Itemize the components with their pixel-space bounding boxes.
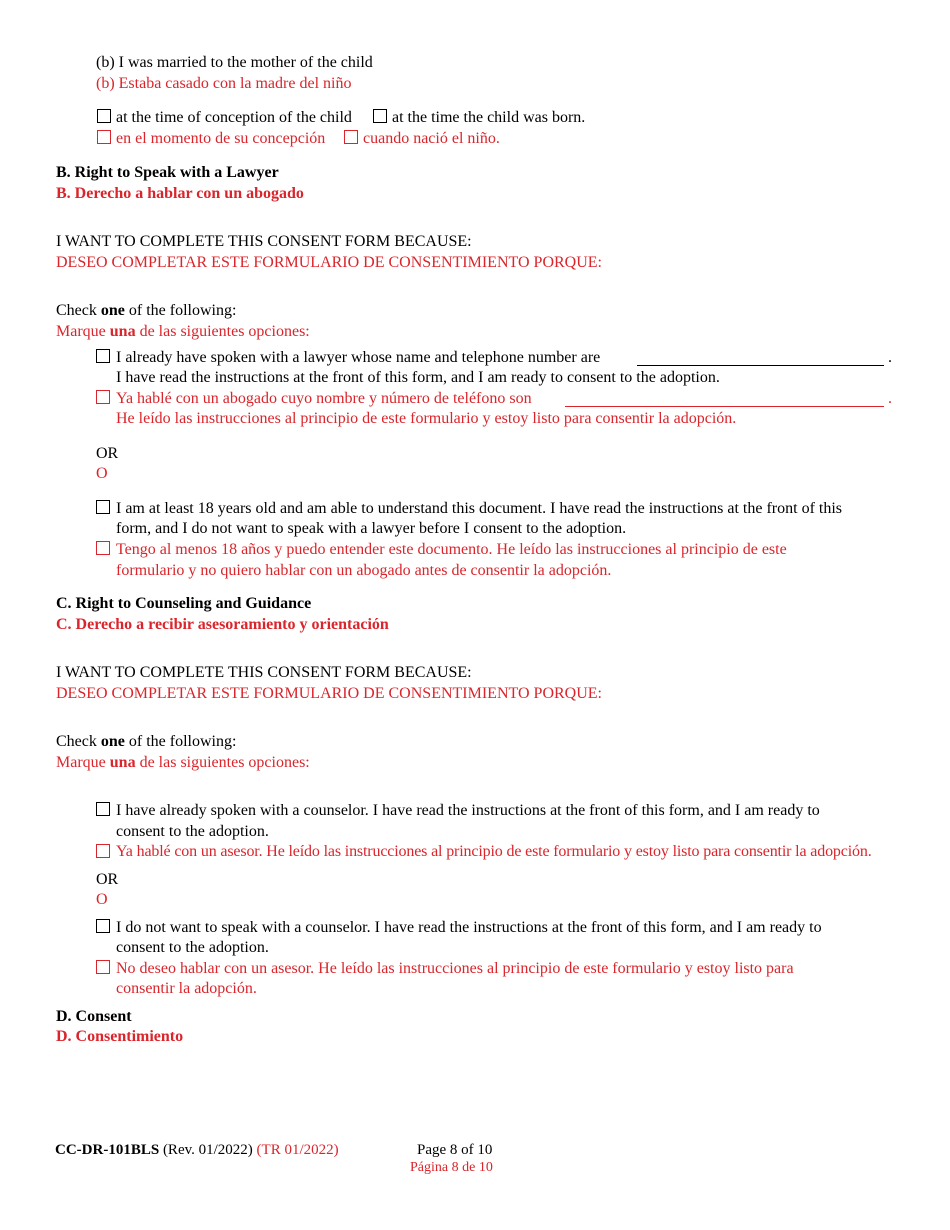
checkbox-born-es[interactable] xyxy=(344,130,358,144)
married-statement-es: (b) Estaba casado con la madre del niño xyxy=(96,75,352,92)
section-d-heading-es: D. Consentimiento xyxy=(56,1028,184,1045)
checkbox-born[interactable] xyxy=(373,109,387,123)
no-counselor-en-line1: I do not want to speak with a counselor. I have read the instructions at the front of this form, and I am ready to xyxy=(116,919,822,936)
no-lawyer-es-line2: formulario y no quiero hablar con un abogado antes de consentir la adopción. xyxy=(116,562,612,579)
counselor-spoken-es-line1: Ya hablé con un asesor. He leído las instrucciones al principio de este formulario y estoy listo para consentir la adopción. xyxy=(116,843,872,860)
counselor-spoken-en-line1: I have already spoken with a counselor. I have read the instructions at the front of this form, and I am ready to xyxy=(116,802,820,819)
no-lawyer-es-line1: Tengo al menos 18 años y puedo entender este documento. He leído las instrucciones al principio de este xyxy=(116,541,787,558)
lawyer-spoken-es-line1: Ya hablé con un abogado cuyo nombre y número de teléfono son xyxy=(116,390,532,407)
no-counselor-en-line2: consent to the adoption. xyxy=(116,939,269,956)
section-c-because-es: DESEO COMPLETAR ESTE FORMULARIO DE CONSENTIMIENTO PORQUE: xyxy=(56,685,602,702)
no-lawyer-en-line1: I am at least 18 years old and am able to understand this document. I have read the instructions at the front of this xyxy=(116,500,843,517)
label-born-es: cuando nació el niño. xyxy=(363,130,500,147)
section-b-check-one-es: Marque una de las siguientes opciones: xyxy=(56,323,310,340)
checkbox-no-lawyer-es[interactable] xyxy=(96,541,110,555)
checkbox-counselor-spoken-es[interactable] xyxy=(96,844,110,858)
label-conception-es: en el momento de su concepción xyxy=(116,130,326,147)
section-b-because-es: DESEO COMPLETAR ESTE FORMULARIO DE CONSENTIMIENTO PORQUE: xyxy=(56,254,602,271)
checkbox-lawyer-spoken[interactable] xyxy=(96,349,110,363)
lawyer-name-phone-field[interactable] xyxy=(637,365,884,366)
no-counselor-es-line1: No deseo hablar con un asesor. He leído las instrucciones al principio de este formulario y estoy listo para xyxy=(116,960,794,977)
checkbox-no-lawyer[interactable] xyxy=(96,500,110,514)
counselor-spoken-en-line2: consent to the adoption. xyxy=(116,823,269,840)
period: . xyxy=(888,349,892,366)
no-counselor-es-line2: consentir la adopción. xyxy=(116,980,257,997)
page-number-en: Page 8 of 10 xyxy=(417,1142,493,1158)
checkbox-no-counselor[interactable] xyxy=(96,919,110,933)
or-en-c: OR xyxy=(96,871,119,888)
page-number-es: Página 8 de 10 xyxy=(410,1160,493,1175)
section-b-heading-es: B. Derecho a hablar con un abogado xyxy=(56,185,304,202)
or-en: OR xyxy=(96,445,119,462)
checkbox-counselor-spoken[interactable] xyxy=(96,802,110,816)
checkbox-conception-es[interactable] xyxy=(97,130,111,144)
section-c-check-one-en: Check one of the following: xyxy=(56,733,237,750)
checkbox-lawyer-spoken-es[interactable] xyxy=(96,390,110,404)
section-b-because-en: I WANT TO COMPLETE THIS CONSENT FORM BECAUSE: xyxy=(56,233,472,250)
section-c-heading-es: C. Derecho a recibir asesoramiento y orientación xyxy=(56,616,389,633)
section-c-heading-en: C. Right to Counseling and Guidance xyxy=(56,595,312,612)
section-d-heading-en: D. Consent xyxy=(56,1008,132,1025)
married-statement-en: (b) I was married to the mother of the child xyxy=(96,54,373,71)
period-es: . xyxy=(888,390,892,407)
section-c-because-en: I WANT TO COMPLETE THIS CONSENT FORM BECAUSE: xyxy=(56,664,472,681)
section-b-check-one-en: Check one of the following: xyxy=(56,302,237,319)
lawyer-name-phone-field-es[interactable] xyxy=(565,406,884,407)
checkbox-no-counselor-es[interactable] xyxy=(96,960,110,974)
label-born-en: at the time the child was born. xyxy=(392,109,586,126)
label-conception-en: at the time of conception of the child xyxy=(116,109,352,126)
form-identifier: CC-DR-101BLS (Rev. 01/2022) (TR 01/2022) xyxy=(55,1142,339,1158)
section-c-check-one-es: Marque una de las siguientes opciones: xyxy=(56,754,310,771)
lawyer-spoken-es-line2: He leído las instrucciones al principio de este formulario y estoy listo para consentir la adopción. xyxy=(116,410,737,427)
or-es: O xyxy=(96,465,108,482)
lawyer-spoken-en-line2: I have read the instructions at the front of this form, and I am ready to consent to the adoption. xyxy=(116,369,720,386)
section-b-heading-en: B. Right to Speak with a Lawyer xyxy=(56,164,279,181)
checkbox-conception[interactable] xyxy=(97,109,111,123)
or-es-c: O xyxy=(96,891,108,908)
no-lawyer-en-line2: form, and I do not want to speak with a lawyer before I consent to the adoption. xyxy=(116,520,627,537)
lawyer-spoken-en-line1: I already have spoken with a lawyer whose name and telephone number are xyxy=(116,349,601,366)
